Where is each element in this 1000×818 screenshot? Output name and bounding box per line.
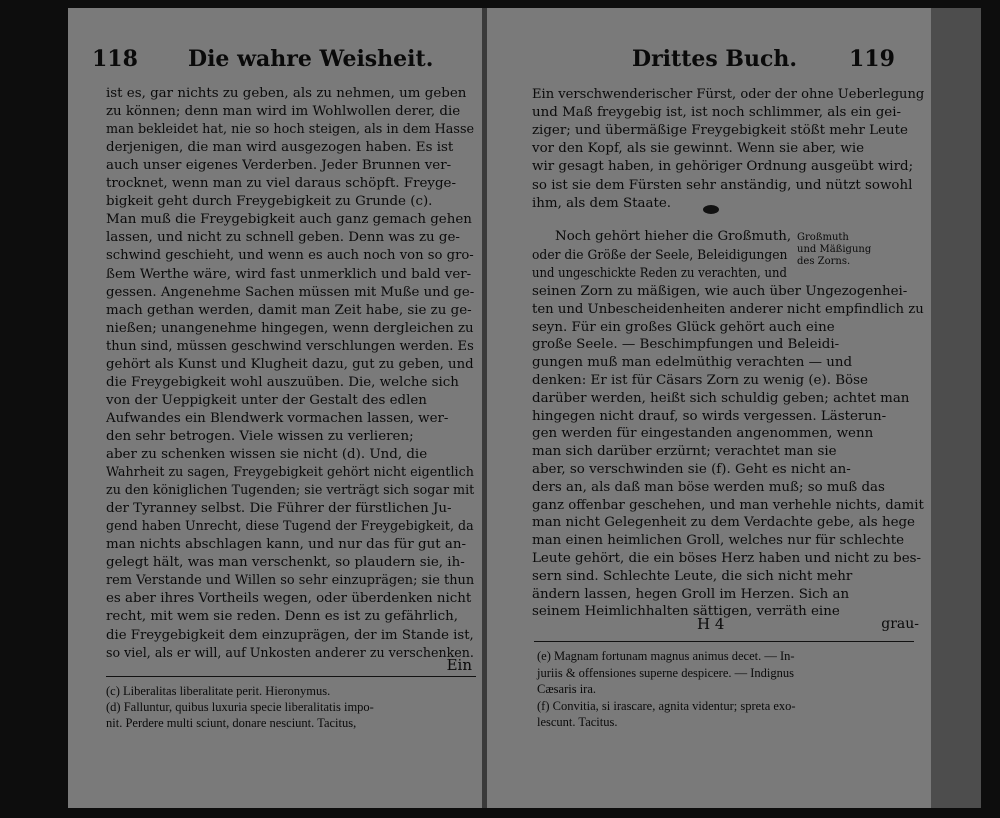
text-line: lassen, und nicht zu schnell geben. Denn was zu ge- [106, 230, 460, 246]
text-line: gen werden für eingestanden angenommen, wenn [532, 426, 874, 442]
text-line: gungen muß man edelmüthig verachten — und [532, 355, 853, 371]
signature-mark: H 4 [697, 615, 725, 633]
text-line: die Freygebigkeit dem einzuprägen, der im Stande ist, [106, 627, 474, 643]
text-line: Aufwandes ein Blendwerk vormachen lassen, wer- [106, 410, 449, 426]
marginal-note-line: Großmuth [797, 232, 849, 243]
marginal-note-line: des Zorns. [797, 256, 851, 267]
text-line: ziger; und übermäßige Freygebigkeit stößt mehr Leute [532, 123, 908, 139]
text-line: Noch gehört hieher die Großmuth, [555, 229, 792, 244]
text-line: gelegt hält, was man verschenkt, so plaudern sie, ih- [106, 555, 465, 571]
text-line: die Freygebigkeit wohl auszuüben. Die, welche sich [106, 374, 459, 390]
footnote-line: juriis & offensiones superne despicere. — Indignus [537, 665, 795, 680]
text-line: Leute gehört, die ein böses Herz haben und nicht zu bes- [532, 551, 922, 566]
text-line: bigkeit geht durch Freygebigkeit zu Grunde (c). [106, 194, 433, 210]
text-line: gend haben Unrecht, diese Tugend der Freygebigkeit, da [106, 519, 474, 535]
right-catchword: grau- [881, 616, 919, 632]
text-line: ihm, als dem Staate. [532, 195, 672, 211]
text-line: gessen. Angenehme Sachen müssen mit Muße und ge- [106, 284, 475, 300]
text-line: gehört als Kunst und Klugheit dazu, gut zu geben, und [106, 356, 474, 372]
footnote-line: lescunt. Tacitus. [537, 715, 618, 729]
right-footnote-rule [534, 641, 914, 642]
text-line: sern sind. Schlechte Leute, die sich nicht mehr [532, 568, 853, 584]
text-line: wir gesagt haben, in gehöriger Ordnung ausgeübt wird; [532, 159, 914, 175]
left-catchword: Ein [446, 656, 472, 674]
text-line: Ein verschwenderischer Fürst, oder der ohne Ueberlegung [532, 87, 925, 102]
text-line: ganz offenbar geschehen, und man verhehle nichts, damit [532, 497, 924, 513]
left-page-number: 118 [92, 46, 138, 72]
ink-blot [703, 205, 719, 214]
left-page [68, 8, 482, 808]
text-line: oder die Größe der Seele, Beleidigungen [532, 247, 788, 263]
text-line: von der Ueppigkeit unter der Gestalt des edlen [106, 392, 427, 408]
text-line: ten und Unbescheidenheiten anderer nicht empfindlich zu [532, 301, 924, 317]
text-line: darüber werden, heißt sich schuldig geben; achtet man [532, 390, 910, 406]
right-page [487, 8, 931, 808]
text-line: man einen heimlichen Groll, welches nur für schlechte [532, 533, 905, 549]
text-line: trocknet, wenn man zu viel daraus schöpft. Freyge- [106, 176, 456, 192]
text-line: es aber ihres Vortheils wegen, oder überdenken nicht [106, 591, 472, 607]
footnote-line: (e) Magnam fortunam magnus animus decet. — In- [537, 649, 795, 663]
text-line: rem Verstande und Willen so sehr einzuprägen; sie thun [106, 573, 475, 589]
text-line: und ungeschickte Reden zu verachten, und [532, 266, 787, 281]
text-line: mach gethan werden, damit man Zeit habe, sie zu ge- [106, 302, 472, 318]
text-line: ders an, als daß man böse werden muß; so muß das [532, 479, 885, 495]
page-edge [931, 8, 981, 808]
footnote-line: (d) Falluntur, quibus luxuria specie liberalitatis impo- [106, 700, 374, 714]
text-line: aber zu schenken wissen sie nicht (d). Und, die [106, 447, 428, 462]
text-line: man sich darüber erzürnt; verachtet man sie [532, 444, 837, 460]
text-line: ist es, gar nichts zu geben, als zu nehmen, um geben [106, 86, 467, 101]
text-line: hingegen nicht drauf, so wirds vergessen. Lästerun- [532, 408, 887, 424]
text-line: zu den königlichen Tugenden; sie verträgt sich sogar mit [106, 483, 475, 499]
text-line: seinem Heimlichhalten sättigen, verräth eine [532, 604, 840, 620]
left-footnote-rule [106, 676, 476, 677]
text-line: auch unser eigenes Verderben. Jeder Brunnen ver- [106, 158, 452, 174]
text-line: vor den Kopf, als sie gewinnt. Wenn sie aber, wie [532, 141, 865, 157]
marginal-note-line: und Mäßigung [797, 244, 872, 255]
right-running-head: Drittes Buch. [632, 46, 798, 72]
text-line: große Seele. — Beschimpfungen und Beleidi- [532, 337, 840, 353]
text-line: man bekleidet hat, nie so hoch steigen, als in dem Hasse [106, 122, 475, 138]
text-line: Wahrheit zu sagen, Freygebigkeit gehört nicht eigentlich [106, 465, 474, 481]
footnote-line: Cæsaris ira. [537, 682, 597, 696]
text-line: schwind geschieht, und wenn es auch noch von so gro- [106, 248, 474, 264]
text-line: recht, mit wem sie reden. Denn es ist zu gefährlich, [106, 609, 458, 625]
footnote-line: (c) Liberalitas liberalitate perit. Hieronymus. [106, 684, 331, 698]
text-line: seinen Zorn zu mäßigen, wie auch über Ungezogenhei- [532, 284, 908, 299]
text-line: derjenigen, die man wird ausgezogen haben. Es ist [106, 140, 454, 156]
right-page-number: 119 [849, 46, 895, 72]
left-running-head: Die wahre Weisheit. [188, 46, 434, 72]
text-line: so ist sie dem Fürsten sehr anständig, und nützt sowohl [532, 177, 913, 193]
text-line: der Tyranney selbst. Die Führer der fürstlichen Ju- [106, 501, 452, 517]
text-line: zu können; denn man wird im Wohlwollen derer, die [106, 104, 461, 120]
text-line: ßem Werthe wäre, wird fast unmerklich und bald ver- [106, 266, 472, 282]
text-line: und Maß freygebig ist, ist noch schlimmer, als ein gei- [532, 105, 902, 121]
text-line: denken: Er ist für Cäsars Zorn zu wenig (e). Böse [532, 373, 868, 388]
text-line: man nicht Gelegenheit zu dem Verdachte gebe, als hege [532, 515, 915, 531]
text-line: thun sind, müssen geschwind verschlungen werden. Es [106, 338, 474, 354]
text-line: den sehr betrogen. Viele wissen zu verlieren; [106, 428, 414, 444]
text-line: man nichts abschlagen kann, und nur das für gut an- [106, 537, 467, 553]
footnote-line: nit. Perdere multi sciunt, donare nesciunt. Tacitus, [106, 716, 357, 730]
text-line: so viel, als er will, auf Unkosten anderer zu verschenken. [106, 645, 474, 661]
text-line: ändern lassen, hegen Groll im Herzen. Sich an [532, 586, 850, 602]
footnote-line: (f) Convitia, si irascare, agnita videntur; spreta exo- [537, 698, 796, 713]
text-line: Man muß die Freygebigkeit auch ganz gemach gehen [106, 212, 472, 228]
text-line: nießen; unangenehme hingegen, wenn dergleichen zu [106, 320, 474, 336]
text-line: aber, so verschwinden sie (f). Geht es nicht an- [532, 462, 851, 477]
text-line: seyn. Für ein großes Glück gehört auch eine [532, 319, 835, 335]
